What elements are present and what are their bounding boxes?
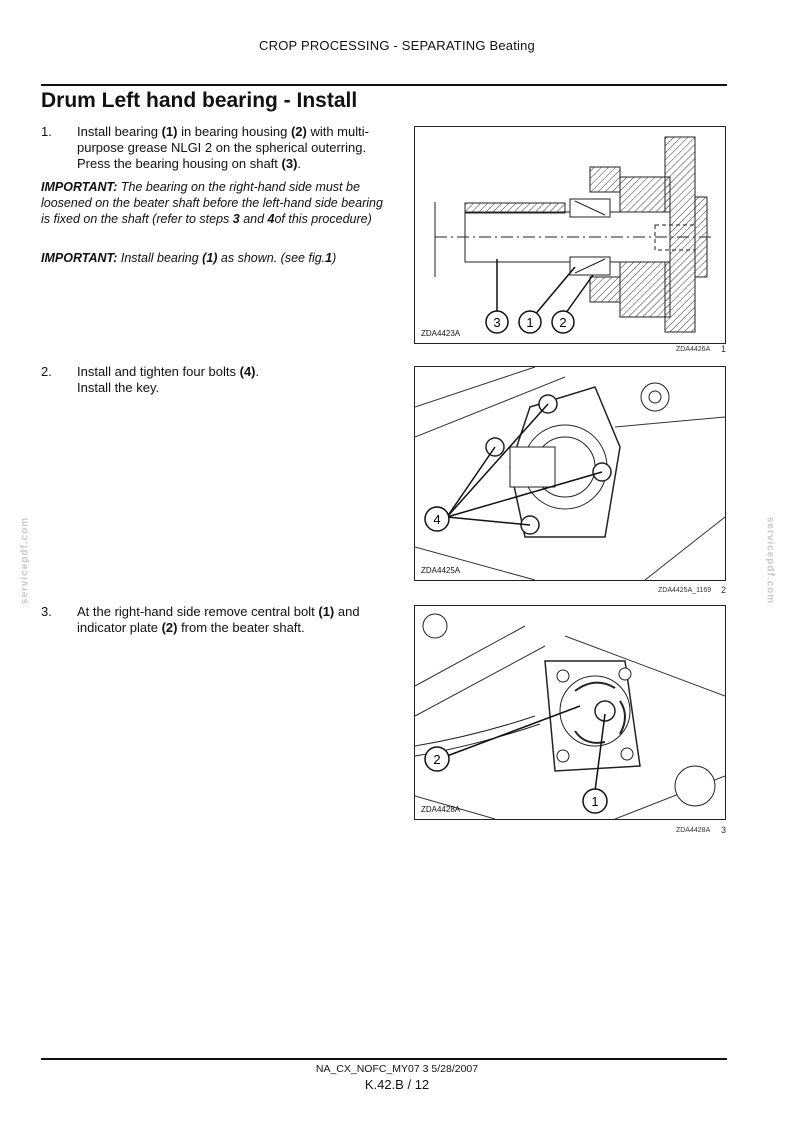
figure-number: 1 [721,344,727,354]
callout-4 [425,507,449,531]
figure-caption: ZDA4428A [676,827,711,834]
callout-1 [519,311,541,333]
header-rule [41,84,727,86]
indicator-plate-illustration [415,606,725,819]
figure-code: ZDA4423A [421,329,461,338]
callout-1 [583,789,607,813]
svg-text:3: 3 [493,315,501,330]
step-number: 2. [41,364,52,379]
figure-3-indicator-plate [414,605,726,820]
watermark-right: servicepdf.com [764,516,776,605]
footer-page-number: K.42.B / 12 [364,1077,430,1092]
step-1 [41,124,386,172]
figure-code: ZDA4425A [421,566,461,575]
bearing-section-illustration [415,127,725,343]
svg-text:2: 2 [433,752,441,767]
step-text: Install bearing (1) in bearing housing (2) with multi-purpose grease NLGI 2 on the spherical outerring. Press the bearing housing on shaft (3). [77,124,369,171]
svg-text:1: 1 [526,315,534,330]
figure-caption: ZDA4426A [676,346,711,353]
figure-code: ZDA4428A [421,805,461,814]
step-number: 1. [41,124,52,139]
callout-2 [552,311,574,333]
footer-rule [41,1058,727,1060]
figure-number: 3 [721,825,727,835]
svg-text:4: 4 [433,512,441,527]
callout-3 [486,311,508,333]
important-note-2: IMPORTANT: Install bearing (1) as shown. (see fig.1) [41,251,337,265]
svg-text:1: 1 [591,794,599,809]
figure-caption: ZDA4425A_1169 [658,587,712,594]
watermark-left: servicepdf.com [19,516,31,605]
step-2 [41,364,386,396]
figure-2-bearing-housing [414,366,726,581]
running-header: CROP PROCESSING - SEPARATING Beating [259,38,535,53]
step-number: 3. [41,604,52,619]
step-text: Install and tighten four bolts (4). Install the key. [77,364,260,395]
callout-2 [425,747,449,771]
footer-document-code: NA_CX_NOFC_MY07 3 5/28/2007 [315,1063,479,1075]
svg-text:2: 2 [559,315,567,330]
important-note-1: IMPORTANT: The bearing on the right-hand side must be loosened on the beater shaft before the left-hand side bearing is fixed on the shaft (refer to steps 3 and 4of this procedure) [41,180,383,226]
figure-number: 2 [721,585,727,595]
page-title: Drum Left hand bearing - Install [41,89,358,112]
step-3 [41,604,386,636]
step-text: At the right-hand side remove central bolt (1) and indicator plate (2) from the beater shaft. [77,604,360,635]
housing-bolts-illustration [415,367,725,580]
figure-1-bearing-section [414,126,726,344]
